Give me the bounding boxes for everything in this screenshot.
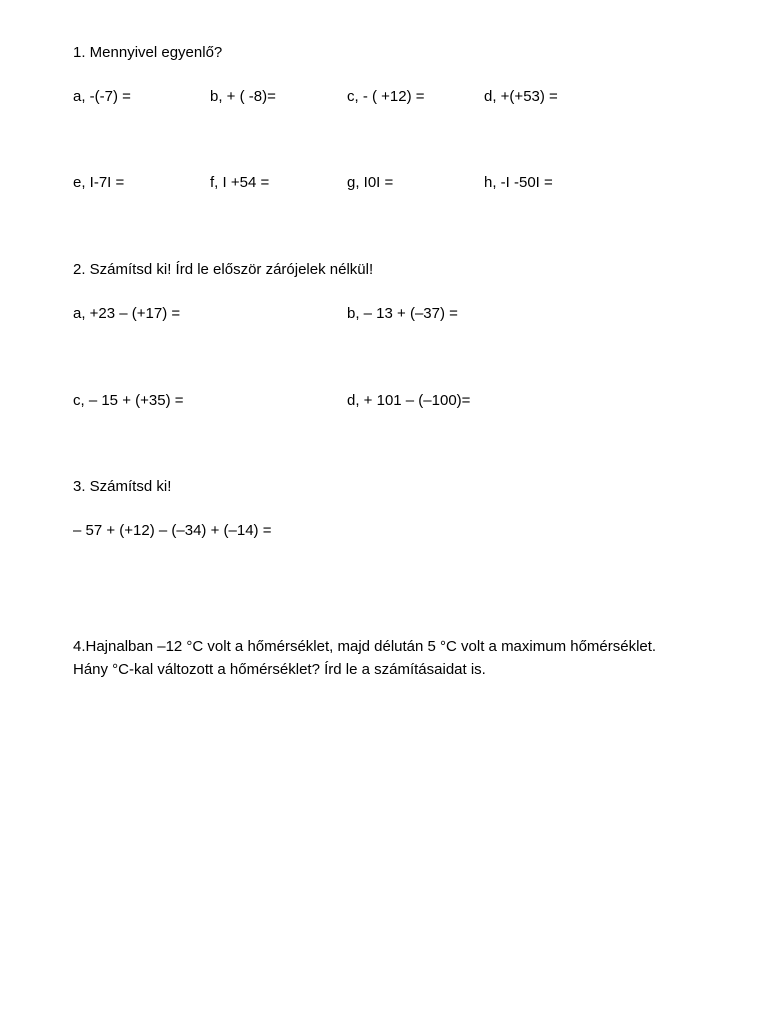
question-4-text: 4.Hajnalban –12 °C volt a hőmérséklet, majd délután 5 °C volt a maximum hőmérséklet. Hány °C-kal változott a hőmérséklet? Írd le a számításaidat is.	[73, 638, 657, 678]
q1-item-g: g, I0I =	[347, 174, 394, 191]
q1-item-h: h, -I -50I =	[484, 174, 553, 191]
question-1-title: 1. Mennyivel egyenlő?	[73, 44, 223, 61]
question-3-title: 3. Számítsd ki!	[73, 478, 172, 495]
q2-item-a: a, +23 – (+17) =	[73, 305, 181, 322]
q1-item-f: f, I +54 =	[210, 174, 270, 191]
q1-item-d: d, +(+53) =	[484, 88, 558, 105]
q2-item-b: b, – 13 + (–37) =	[347, 305, 458, 322]
q2-item-c: c, – 15 + (+35) =	[73, 392, 184, 409]
q1-item-b: b, + ( -8)=	[210, 88, 276, 105]
q3-expression: – 57 + (+12) – (–34) + (–14) =	[73, 522, 272, 539]
question-2-title: 2. Számítsd ki! Írd le először zárójelek nélkül!	[73, 261, 374, 278]
q1-item-c: c, - ( +12) =	[347, 88, 425, 105]
q2-item-d: d, + 101 – (–100)=	[347, 392, 471, 409]
q1-item-a: a, -(-7) =	[73, 88, 131, 105]
q1-item-e: e, I-7I =	[73, 174, 125, 191]
